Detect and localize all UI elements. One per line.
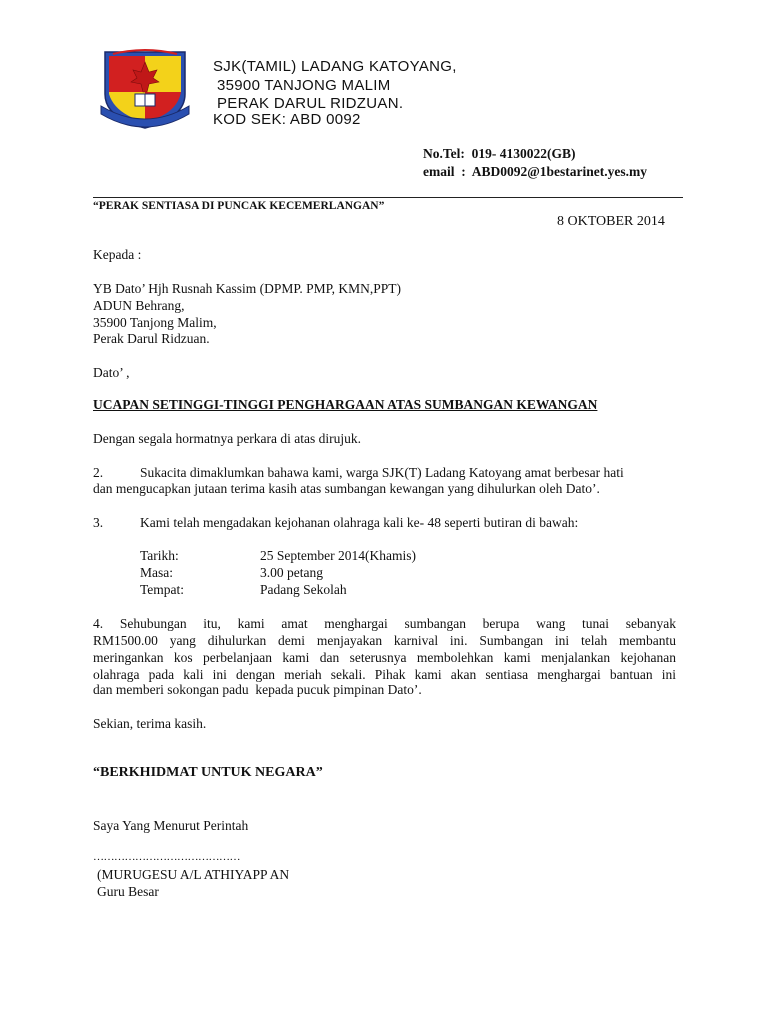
letter-date: 8 OKTOBER 2014 — [557, 214, 665, 229]
school-name: SJK(TAMIL) LADANG KATOYANG, — [213, 58, 457, 75]
greeting: Dato’ , — [93, 365, 130, 380]
detail-label-masa: Masa: — [140, 565, 173, 580]
motto: “PERAK SENTIASA DI PUNCAK KECEMERLANGAN” — [93, 200, 385, 212]
paragraph-4-line5: dan memberi sokongan padu kepada pucuk pimpinan Dato’. — [93, 682, 422, 697]
paragraph-2-line1: Sukacita dimaklumkan bahawa kami, warga SJK(T) Ladang Katoyang amat berbesar hati — [140, 465, 624, 480]
school-crest-icon — [95, 48, 195, 130]
paragraph-3-text: Kami telah mengadakan kejohanan olahraga kali ke- 48 seperti butiran di bawah: — [140, 515, 579, 530]
detail-value-tarikh: 25 September 2014(Khamis) — [260, 548, 416, 563]
recipient-name: YB Dato’ Hjh Rusnah Kassim (DPMP. PMP, KMN,PPT) — [93, 281, 402, 296]
paragraph-4-line2: RM1500.00 yang dihulurkan demi menjayakan karnival ini. Sumbangan ini telah membantu — [93, 633, 676, 648]
school-address-line2: PERAK DARUL RIDZUAN. — [217, 95, 404, 112]
detail-value-masa: 3.00 petang — [260, 565, 323, 580]
salutation-to: Kepada : — [93, 247, 142, 262]
recipient-line2: ADUN Behrang, — [93, 298, 185, 313]
school-code: KOD SEK: ABD 0092 — [213, 111, 361, 128]
sign-off: Saya Yang Menurut Perintah — [93, 818, 249, 833]
detail-label-tempat: Tempat: — [140, 582, 185, 597]
paragraph-2-number: 2. — [93, 465, 104, 480]
recipient-line4: Perak Darul Ridzuan. — [93, 331, 210, 346]
signature-line: …………………………………… — [93, 851, 240, 863]
closing: Sekian, terima kasih. — [93, 716, 207, 731]
paragraph-1: Dengan segala hormatnya perkara di atas dirujuk. — [93, 431, 362, 446]
subject-line: UCAPAN SETINGGI-TINGGI PENGHARGAAN ATAS SUMBANGAN KEWANGAN — [93, 397, 598, 412]
slogan: “BERKHIDMAT UNTUK NEGARA” — [93, 765, 323, 780]
detail-value-tempat: Padang Sekolah — [260, 582, 347, 597]
detail-label-tarikh: Tarikh: — [140, 548, 179, 563]
contact-tel: No.Tel: 019- 4130022(GB) — [423, 146, 576, 161]
paragraph-4-line3: meringankan kos perbelanjaan kami dan seterusnya membolehkan kami menjalankan kejohanan — [93, 650, 676, 665]
paragraph-2-line2: dan mengucapkan jutaan terima kasih atas sumbangan kewangan yang dihulurkan oleh Dato’. — [93, 481, 600, 496]
contact-email: email : ABD0092@1bestarinet.yes.my — [423, 164, 648, 179]
school-logo — [95, 48, 195, 130]
signatory-name: (MURUGESU A/L ATHIYAPP AN — [97, 867, 290, 882]
header-divider — [93, 197, 683, 198]
paragraph-4-line1: 4. Sehubungan itu, kami amat menghargai sumbangan berupa wang tunai sebanyak — [93, 616, 676, 631]
signatory-title: Guru Besar — [97, 884, 159, 899]
school-address-line1: 35900 TANJONG MALIM — [217, 77, 391, 94]
recipient-line3: 35900 Tanjong Malim, — [93, 315, 217, 330]
paragraph-3-number: 3. — [93, 515, 104, 530]
paragraph-4-line4: olahraga pada kali ini dengan meriah sekali. Pihak kami akan sentiasa menghargai bantuan ini — [93, 667, 676, 682]
